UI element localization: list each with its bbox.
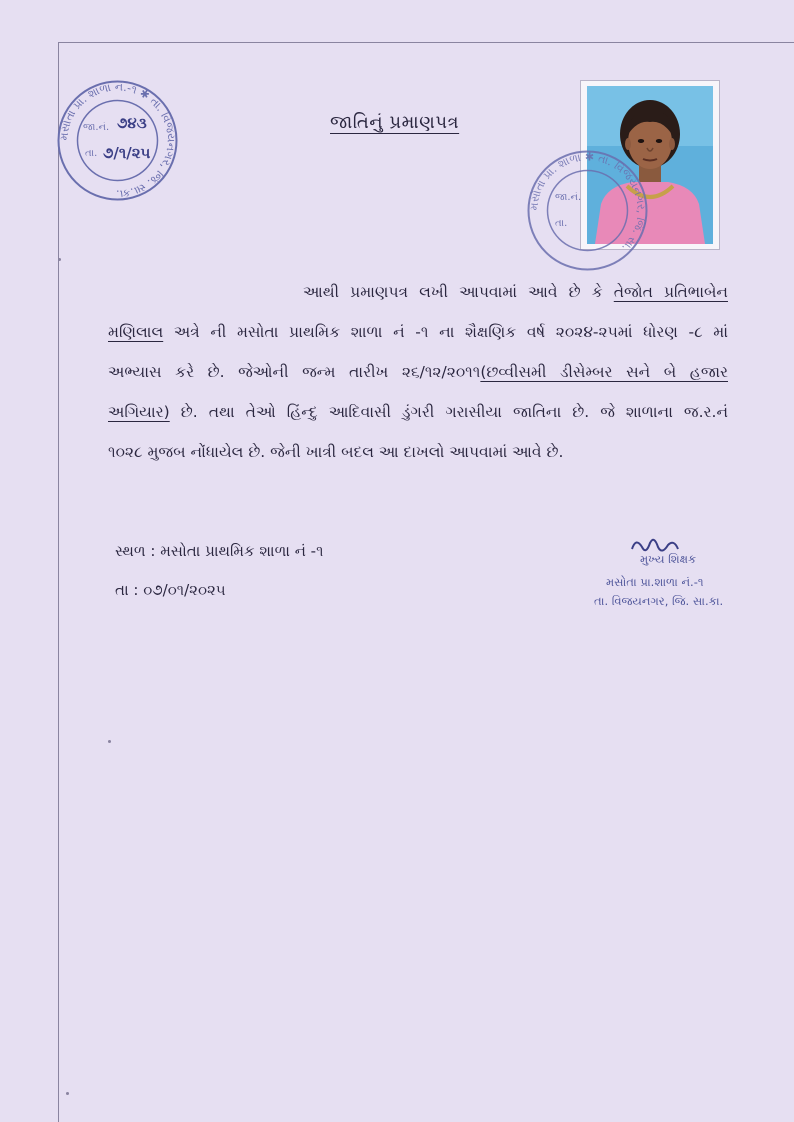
certificate-body — [108, 272, 728, 472]
father-name: મણિલાલ — [108, 323, 164, 341]
body-line-3 — [108, 352, 728, 392]
stamp-ring-text: મસોતા પ્રા. શાળા નં.-૧ ✱ તા. વિજયનગર, જિ. સા.કા. — [57, 80, 178, 201]
body-line-4 — [108, 392, 728, 432]
student-name: તેજોત પ્રતિભાબેન — [613, 283, 728, 301]
stamp-no-value: ૭૪૩ — [117, 114, 147, 132]
stamp-no-label: જા.નં. — [83, 122, 110, 133]
body-line-1 — [108, 272, 728, 312]
stamp-date-label: તા. — [85, 148, 98, 159]
date-field: તા : ૦૭/૦૧/૨૦૨૫ — [115, 581, 226, 599]
school-stamp-left — [55, 78, 180, 207]
body-line-2 — [108, 312, 728, 352]
body-text-segment: આથી પ્રમાણપત્ર લખી આપવામાં આવે છે કે — [303, 283, 614, 301]
birth-date: અભ્યાસ કરે છે. જેઓની જન્મ તારીખ ૨૬/૧૨/૨૦૧૧ — [108, 363, 481, 381]
stamp-no-label: જા.નં. — [555, 192, 582, 203]
stamp-date-label: તા. — [555, 218, 568, 229]
margin-dot — [66, 1092, 69, 1095]
signature-school: મસોતા પ્રા.શાળા નં.-૧ — [606, 575, 704, 589]
birth-date-words: (છવ્વીસમી ડીસેમ્બર સને બે હજાર — [480, 363, 728, 381]
body-line-5: ૧૦૨૮ મુજબ નોંધાયેલ છે. જેની ખાત્રી બદલ આ દાખલો આપવામાં આવે છે. — [108, 443, 564, 461]
place-field: સ્થળ : મસોતા પ્રાથમિક શાળા નં -૧ — [115, 542, 324, 560]
margin-dot — [58, 258, 61, 261]
signature-address: તા. વિજયનગર, જિ. સા.કા. — [594, 594, 724, 608]
margin-dot — [108, 740, 111, 743]
signature-role: મુખ્ય શિક્ષક — [640, 552, 697, 566]
certificate-title: જાતિનું પ્રમાણપત્ર — [330, 112, 460, 133]
stamp-ring-text: મસોતા પ્રા. શાળા ✱ તા. વિજયનગર, જિ. સા. — [527, 150, 648, 255]
birth-date-words-end: અગિયાર) — [108, 403, 170, 421]
body-text-segment: અત્રે ની મસોતા પ્રાથમિક શાળા નં -૧ ના શૈક્ષણિક વર્ષ ૨૦૨૪-૨૫માં ધોરણ -૮ માં — [163, 323, 728, 341]
body-text-segment: છે. તથા તેઓ હિંન્દુ આદિવાસી ડુંગરી ગરાસીયા જાતિના છે. જે શાળાના જ.ર.નં — [169, 403, 728, 421]
school-stamp-right — [525, 148, 650, 277]
stamp-date-value: ૭/૧/૨૫ — [103, 144, 151, 162]
svg-text:મસોતા પ્રા. શાળા ✱ તા. વિજયનગર — [527, 150, 647, 254]
